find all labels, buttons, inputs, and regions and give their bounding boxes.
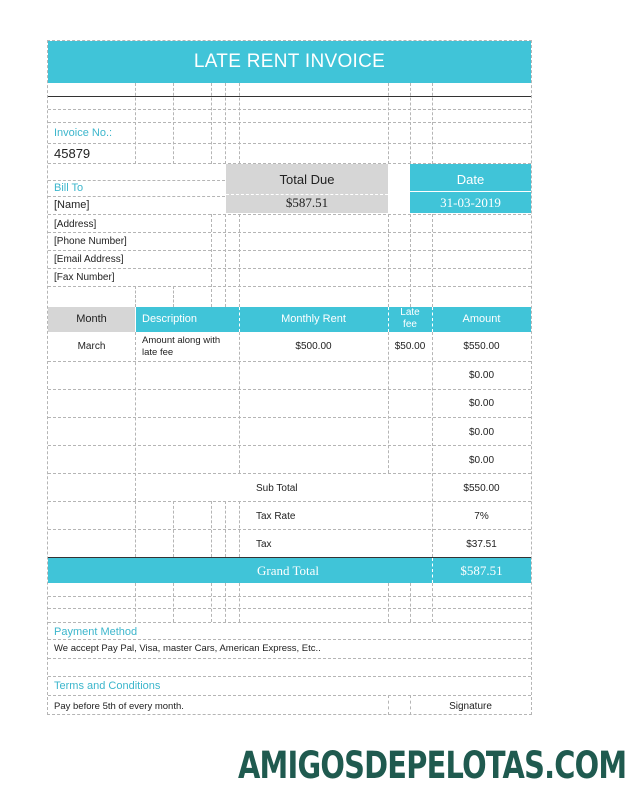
date-label: Date <box>456 172 485 187</box>
header-description: Description <box>142 313 198 325</box>
bill-to-fax: [Fax Number] <box>54 272 115 283</box>
tax-label: Tax <box>256 539 272 550</box>
row-1-month: March <box>77 341 106 352</box>
row-1-monthly-rent: $500.00 <box>295 341 332 352</box>
row-1-amount: $550.00 <box>463 341 500 352</box>
bill-to-phone: [Phone Number] <box>54 236 127 247</box>
bill-to-email: [Email Address] <box>54 254 124 265</box>
invoice-title: LATE RENT INVOICE <box>193 51 386 72</box>
signature-label: Signature <box>449 701 492 712</box>
site-watermark: AMIGOSDEPELOTAS.COM <box>238 744 626 787</box>
payment-method-text: We accept Pay Pal, Visa, master Cars, American Express, Etc.. <box>54 643 321 654</box>
grand-total-value: $587.51 <box>460 563 503 578</box>
row-5-amount: $0.00 <box>468 455 495 466</box>
tax-value: $37.51 <box>466 539 497 550</box>
terms-text: Pay before 5th of every month. <box>54 701 184 712</box>
header-amount: Amount <box>462 313 501 325</box>
row-4-amount: $0.00 <box>468 427 495 438</box>
header-month: Month <box>76 313 107 325</box>
tax-rate-label: Tax Rate <box>256 511 296 522</box>
date-value: 31-03-2019 <box>440 195 501 210</box>
invoice-number-label: Invoice No.: <box>54 127 113 139</box>
row-3-amount: $0.00 <box>468 398 495 409</box>
bill-to-name: [Name] <box>54 199 90 211</box>
grand-total-label: Grand Total <box>257 563 320 578</box>
payment-method-label: Payment Method <box>54 626 138 638</box>
tax-rate-value: 7% <box>474 511 489 522</box>
row-1-description: Amount along with late fee <box>142 335 221 358</box>
row-1-late-fee: $50.00 <box>394 341 426 352</box>
total-due-value: $587.51 <box>285 195 329 210</box>
header-monthly-rent: Monthly Rent <box>281 313 346 325</box>
header-late-fee: Late fee <box>400 307 420 330</box>
invoice-number: 45879 <box>54 146 91 161</box>
subtotal-value: $550.00 <box>463 483 500 494</box>
terms-label: Terms and Conditions <box>54 680 161 692</box>
subtotal-label: Sub Total <box>256 483 298 494</box>
row-2-amount: $0.00 <box>468 370 495 381</box>
bill-to-label: Bill To <box>54 182 84 194</box>
bill-to-address: [Address] <box>54 219 97 230</box>
total-due-label: Total Due <box>279 172 335 187</box>
